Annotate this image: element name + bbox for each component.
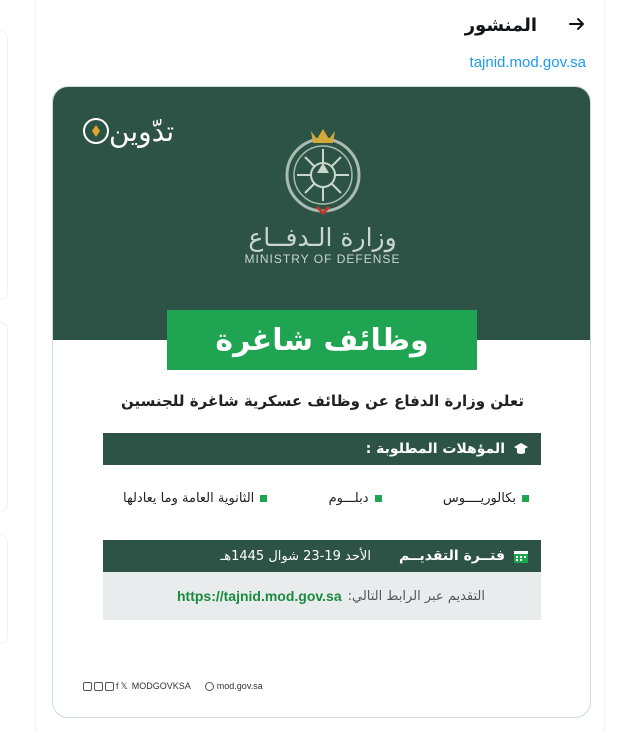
list-item: بكالوريــــوس <box>443 491 529 506</box>
ministry-name-english: MINISTRY OF DEFENSE <box>244 252 401 266</box>
bullet-icon <box>522 495 529 502</box>
vacancies-banner <box>167 310 477 370</box>
apply-url: https://tajnid.mod.gov.sa <box>176 588 342 604</box>
x-icon: 𝕏 <box>120 680 128 691</box>
period-title: فتــرة التقديــم <box>398 548 505 564</box>
apply-label: التقديم عبر الرابط التالي: <box>347 588 485 604</box>
arrow-right-icon[interactable] <box>567 14 587 34</box>
post-header <box>36 0 605 50</box>
announcement-text: تعلن وزارة الدفاع عن وظائف عسكرية شاغرة للجنسين <box>120 392 524 410</box>
apply-box <box>103 572 541 620</box>
left-card-fragment <box>0 30 8 300</box>
graduation-cap-icon <box>513 442 529 456</box>
link-card-image[interactable] <box>52 86 591 718</box>
snapchat-icon <box>83 682 92 691</box>
card-footer <box>83 679 263 693</box>
ministry-emblem-icon <box>279 123 367 215</box>
youtube-icon <box>105 682 114 691</box>
left-card-fragment <box>0 534 8 644</box>
watermark-text: تدّوين <box>109 114 175 148</box>
qualifications-list <box>103 487 541 509</box>
footer-website: mod.gov.sa <box>216 681 263 691</box>
hero-section <box>53 87 591 340</box>
calendar-icon <box>513 548 529 564</box>
left-column-edge <box>0 0 36 733</box>
social-handle: MODGOVKSA <box>131 681 191 691</box>
bullet-icon <box>375 495 382 502</box>
qualifications-title: المؤهلات المطلوبة : <box>365 441 505 457</box>
list-item: دبلـــوم <box>329 491 382 506</box>
instagram-icon <box>94 682 103 691</box>
list-item: الثانوية العامة وما يعادلها <box>123 491 267 506</box>
left-card-fragment <box>0 322 8 512</box>
main-column <box>36 0 605 733</box>
facebook-icon: f <box>116 681 119 691</box>
pen-nib-icon <box>83 118 109 144</box>
watermark-logo <box>79 113 174 149</box>
post-link[interactable]: tajnid.mod.gov.sa <box>469 54 586 71</box>
page-title: المنشور <box>464 15 537 36</box>
qualifications-bar <box>103 433 541 465</box>
ministry-name-arabic: وزارة الـدفــاع <box>248 223 397 252</box>
vacancies-banner-text: وظائف شاغرة <box>215 322 429 358</box>
globe-icon <box>205 682 214 691</box>
bullet-icon <box>260 495 267 502</box>
application-period-bar <box>103 540 541 572</box>
period-dates: الأحد 19-23 شوال 1445هـ <box>220 548 371 564</box>
